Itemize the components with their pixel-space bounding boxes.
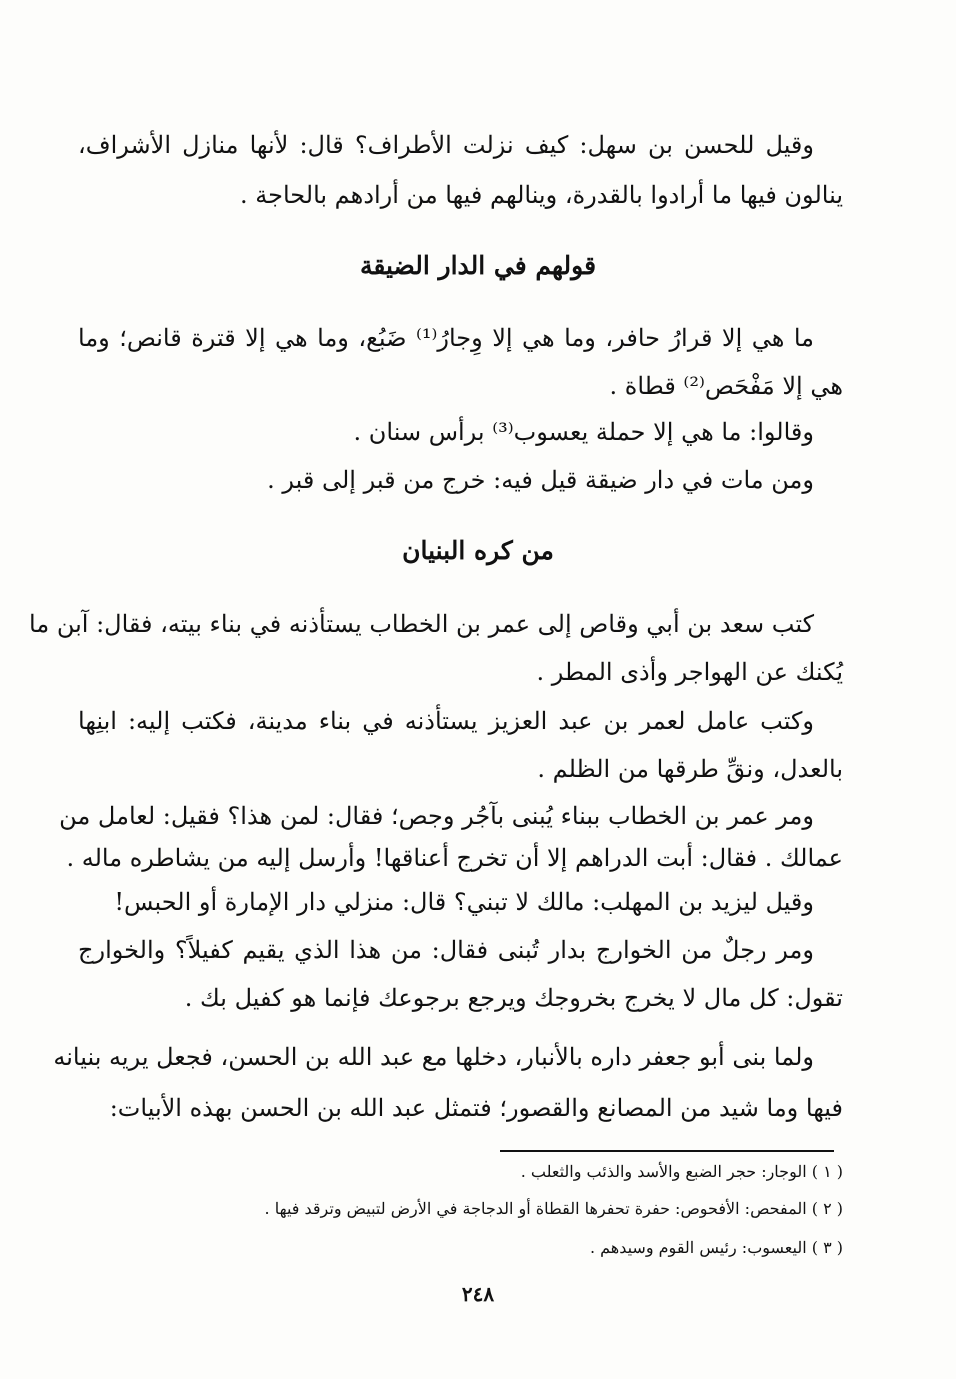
- footnote: ( ٣ ) اليعسوب: رئيس القوم وسيدهم .: [589, 1238, 843, 1257]
- paragraph-line: بالعدل، ونقِّ طرقها من الظلم .: [537, 755, 843, 783]
- paragraph-line: ومن مات في دار ضيقة قيل فيه: خرج من قبر إلى قبر .: [267, 466, 814, 494]
- section-heading: قولهم في الدار الضيقة: [359, 251, 597, 280]
- paragraph-line: وكتب عامل لعمر بن عبد العزيز يستأذنه في بناء مدينة، فكتب إليه: ابنِها: [78, 707, 814, 735]
- section-heading: من كره البنيان: [402, 536, 554, 565]
- paragraph-line: وقيل للحسن بن سهل: كيف نزلت الأطراف؟ قال: لأنها منازل الأشراف،: [78, 131, 814, 159]
- paragraph-line: تقول: كل مال لا يخرج بخروجك ويرجع برجوعك فإنما هو كفيل بك .: [184, 984, 843, 1012]
- footnote-separator: [500, 1150, 834, 1152]
- paragraph-line: يُكنك عن الهواجر وأذى المطر .: [536, 658, 843, 686]
- paragraph-line: ما هي إلا قرارُ حافر، وما هي إلا وِجارُ⁽¹⁾ ضَبُع، وما هي إلا قترة قانص؛ وما: [78, 324, 815, 352]
- paragraph-line: هي إلا مَفْحَص⁽²⁾ قطاة .: [609, 372, 843, 400]
- paragraph-line: ومر عمر بن الخطاب ببناء يُبنى بآجُر وجص؛ فقال: لمن هذا؟ فقيل: لعامل من: [59, 802, 814, 830]
- paragraph-line: وقالوا: ما هي إلا حملة يعسوب⁽³⁾ برأس سنان .: [353, 418, 814, 446]
- paragraph-line: ولما بنى أبو جعفر داره بالأنبار، دخلها مع عبد الله بن الحسن، فجعل يريه بنيانه: [53, 1043, 814, 1071]
- paragraph-line: كتب سعد بن أبي وقاص إلى عمر بن الخطاب يستأذنه في بناء بيته، فقال: آبن ما: [29, 610, 814, 638]
- paragraph-line: عمالك . فقال: أبت الدراهم إلا أن تخرج أعناقها! وأرسل إليه من يشاطره ماله .: [66, 844, 843, 872]
- footnote: ( ١ ) الوجار: حجر الضبع والأسد والذئب والثعلب .: [520, 1162, 843, 1181]
- paragraph-line: ومر رجلٌ من الخوارج بدار تُبنى فقال: من هذا الذي يقيم كفيلاً؟ والخوارج: [78, 936, 814, 964]
- paragraph-line: ينالون فيها ما أرادوا بالقدرة، وينالهم فيها من أرادهم بالحاجة .: [239, 181, 843, 209]
- page-number: ٢٤٨: [461, 1282, 495, 1306]
- footnote: ( ٢ ) المفحص: الأفحوص: حفرة تحفرها القطاة أو الدجاجة في الأرض لتبيض وترقد فيها .: [264, 1199, 843, 1218]
- paragraph-line: فيها وما شيد من المصانع والقصور؛ فتمثل عبد الله بن الحسن بهذه الأبيات:: [109, 1094, 843, 1122]
- paragraph-line: وقيل ليزيد بن المهلب: مالك لا تبني؟ قال: منزلي دار الإمارة أو الحبس!: [114, 888, 814, 916]
